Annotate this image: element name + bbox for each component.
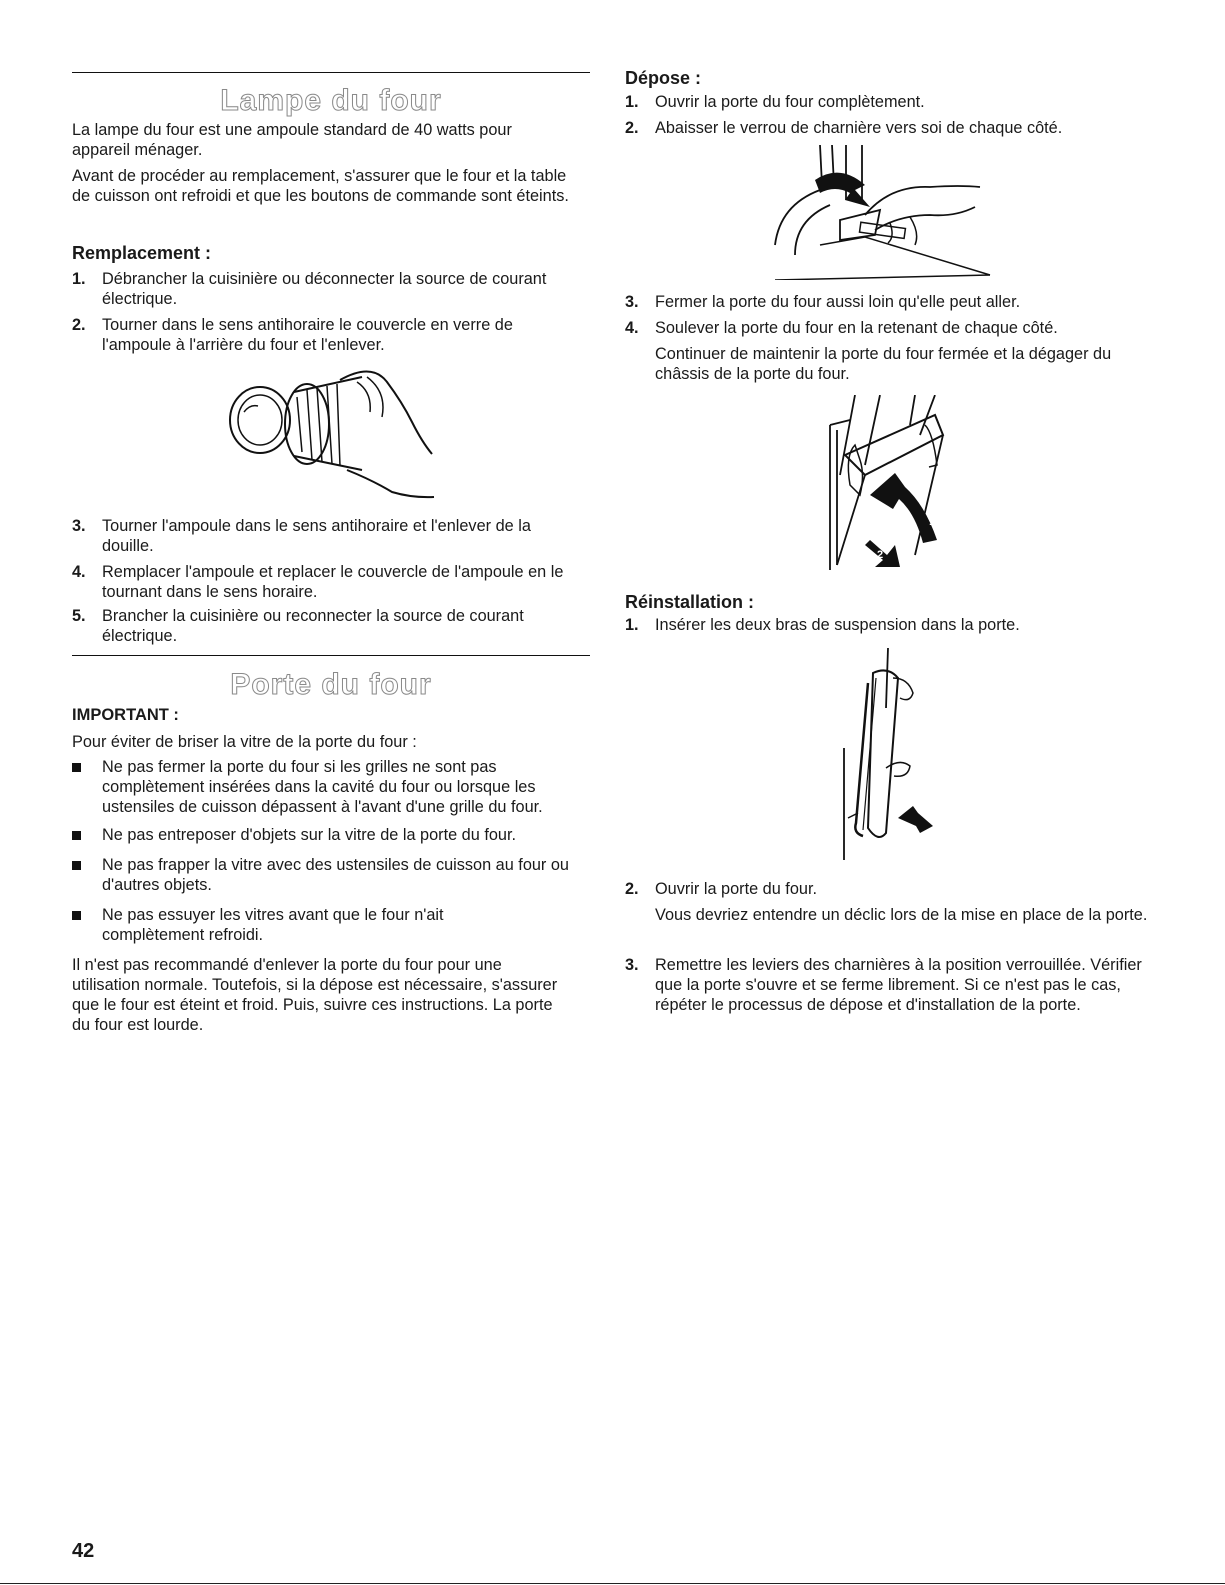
arrow-label-1: 1	[929, 514, 936, 528]
section-rule-door	[72, 655, 590, 656]
door-lift-illustration	[825, 395, 955, 575]
door-warning-intro: Pour éviter de briser la vitre de la porte du four :	[72, 733, 417, 751]
bullet-marker	[72, 911, 81, 920]
door-section-title: Porte du four	[230, 668, 432, 701]
bulb-cover-illustration	[222, 362, 437, 502]
bullet-marker	[72, 831, 81, 840]
removal-heading: Dépose :	[625, 68, 702, 88]
section-rule-top	[72, 72, 590, 73]
page-number: 42	[72, 1540, 95, 1562]
important-label: IMPORTANT :	[72, 706, 179, 724]
door-reinstall-illustration	[838, 648, 938, 863]
hinge-latch-illustration	[770, 145, 995, 280]
reinstall-step-2-note: Vous devriez entendre un déclic lors de la mise en place de la porte.	[655, 906, 1148, 924]
door-closing-paragraph: Il n'est pas recommandé d'enlever la porte du four pour une utilisation normale. Toutefois, si la dépose est nécessaire, s'assurer que le four est éteint et froid. Puis, suivre ces instructions. La porte du four est lourde.	[72, 956, 558, 1034]
lamp-intro-1: La lampe du four est une ampoule standard de 40 watts pour appareil ménager.	[72, 121, 512, 159]
lamp-section-title: Lampe du four	[220, 84, 442, 117]
reinstall-heading: Réinstallation :	[625, 592, 755, 612]
arrow-label-2: 2	[877, 549, 884, 561]
replacement-heading: Remplacement :	[72, 243, 212, 263]
bullet-marker	[72, 861, 81, 870]
lamp-intro-2: Avant de procéder au remplacement, s'assurer que le four et la table de cuisson ont refroidi et que les boutons de commande sont éteints.	[72, 167, 569, 205]
removal-step-4-note: Continuer de maintenir la porte du four fermée et la dégager du châssis de la porte du four.	[655, 345, 1112, 383]
page-bottom-rule	[0, 1583, 1225, 1584]
bullet-marker	[72, 763, 81, 772]
